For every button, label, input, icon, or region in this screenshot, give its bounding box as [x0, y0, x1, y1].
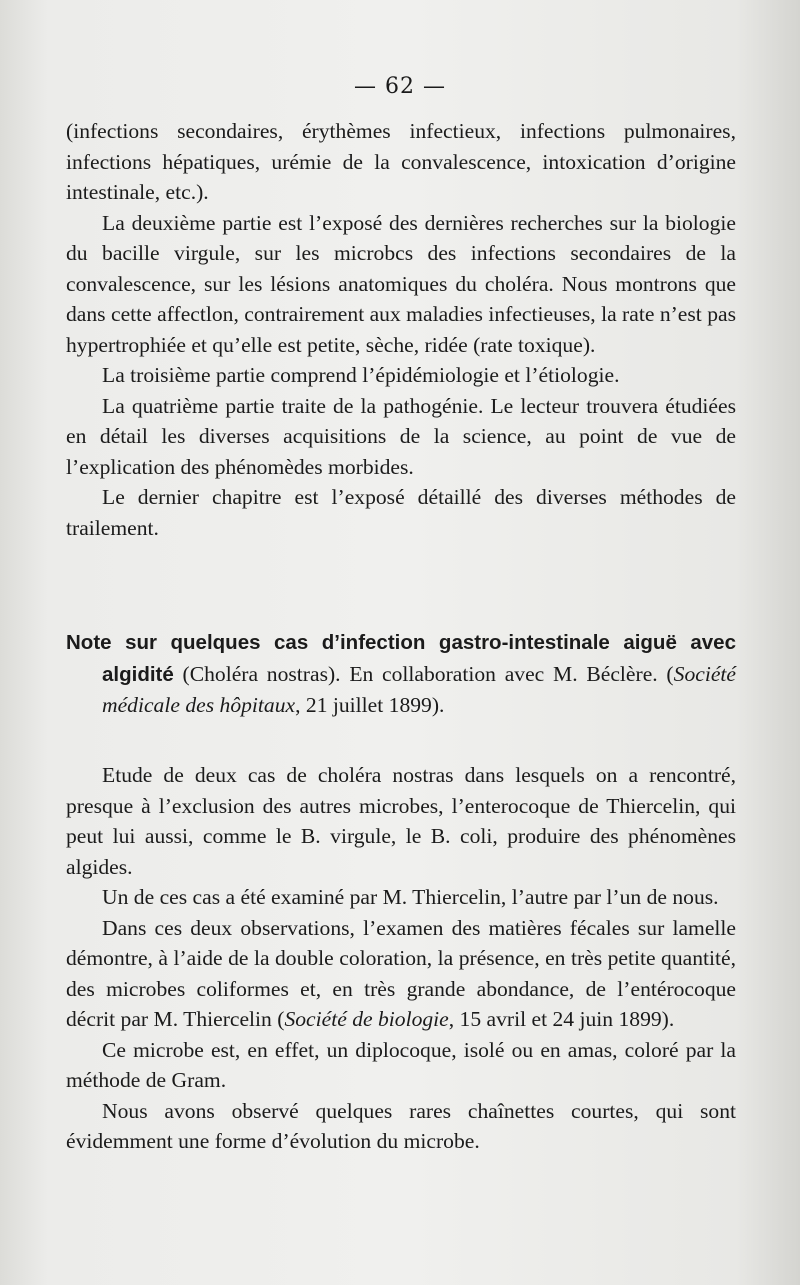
paragraph-fourth-part: La quatrième partie traite de la pathogénie. Le lecteur trouvera étudiées en détail les diverses acquisitions de la science, au point de vue de l’explication des phénomèdes morbides. [66, 393, 736, 479]
note-journal: Société médicale des hôpitaux [102, 661, 736, 717]
section-one [66, 116, 736, 543]
paragraph-second-part: La deuxième partie est l’exposé des dernières recherches sur la biologie du bacille virgule, sur les microbcs des infections secondaires de la convalescence, sur les lésions anatomiques du choléra. Nous montrons que dans cette affectlon, contrairement aux maladies infectieuses, la rate n’est pas hypertrophiée et qu’elle est petite, sèche, ridée (rate toxique). [66, 210, 736, 357]
paragraph-continuation: (infections secondaires, érythèmes infectieux, infections pulmonaires, infections hépatiques, urémie de la convalescence, intoxication d’origine intestinale, etc.). [66, 119, 736, 204]
section-two [66, 760, 736, 1157]
paragraph-cases: Un de ces cas a été examiné par M. Thiercelin, l’autre par l’un de nous. [102, 885, 719, 909]
paragraph-chains: Nous avons observé quelques rares chaînettes courtes, qui sont évidemment une forme d’évolution du microbe. [66, 1098, 736, 1153]
observations-date: , 15 avril et 24 juin 1899). [448, 1007, 675, 1031]
note-title-bold: Note sur quelques cas d’infection gastro-intestinale aiguë avec algidité [66, 631, 736, 686]
note-entry [66, 627, 736, 721]
paragraph-study: Etude de deux cas de choléra nostras dans lesquels on a rencontré, presque à l’exclusion des autres microbes, l’enterocoque de Thiercelin, qui peut lui aussi, comme le B. virgule, le B. coli, produire des phénomènes algides. [66, 763, 736, 879]
note-title [66, 627, 736, 721]
observations-journal: Société de biologie [284, 1007, 449, 1031]
page-number: — 62 — [354, 74, 446, 99]
paragraph-third-part: La troisième partie comprend l’épidémiologie et l’étiologie. [102, 363, 620, 387]
note-title-rest: (Choléra nostras). En collaboration avec M. Béclère. ( [173, 661, 674, 686]
observations-text: Dans ces deux observations, l’examen des matières fécales sur lamelle démontre, à l’aide de la double coloration, la présence, en très petite quantité, des microbes coliformes et, en très grande abondance, de l’entérocoque décrit par M. Thiercelin ( [66, 915, 736, 1031]
paragraph-last-chapter: Le dernier chapitre est l’exposé détaillé des diverses méthodes de trailement. [66, 485, 736, 540]
note-date: , 21 juillet 1899). [295, 693, 445, 717]
paragraph-microbe: Ce microbe est, en effet, un diplocoque, isolé ou en amas, coloré par la méthode de Gram. [66, 1037, 736, 1092]
paragraph-observations [66, 913, 736, 1035]
